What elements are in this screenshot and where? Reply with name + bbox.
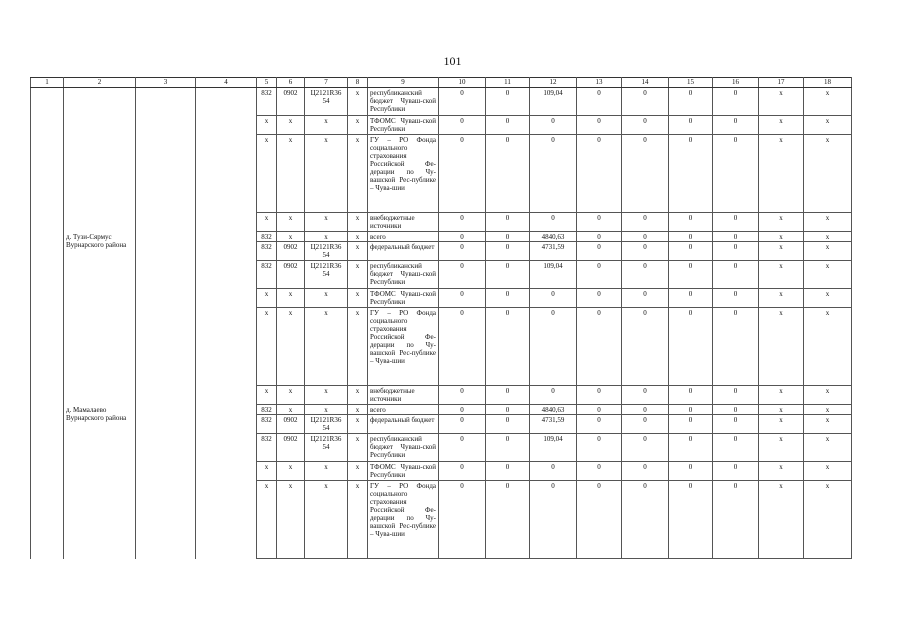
cell-col-11: 0 bbox=[486, 415, 530, 434]
cell-col-12: 0 bbox=[530, 308, 577, 386]
cell-col-13: 0 bbox=[577, 289, 622, 308]
funding-source: ГУ – РО Фонда социального страхования Российской Фе-дерации по Чу-вашской Рес-публике – Чува-шии bbox=[368, 481, 439, 559]
cell-col-17: х bbox=[759, 261, 804, 289]
cell-col-7: х bbox=[305, 232, 348, 242]
cell-col-11: 0 bbox=[486, 405, 530, 415]
cell-col-13: 0 bbox=[577, 135, 622, 213]
cell-col-14: 0 bbox=[622, 232, 669, 242]
cell-col-18: х bbox=[804, 242, 852, 261]
cell-col-17: х bbox=[759, 415, 804, 434]
cell-col-8: х bbox=[348, 462, 368, 481]
cell-col-5: х bbox=[257, 213, 277, 232]
cell-col-11: 0 bbox=[486, 434, 530, 462]
cell-col-10: 0 bbox=[439, 405, 486, 415]
column-number-6: 6 bbox=[277, 78, 305, 88]
funding-source: внебюджетные источники bbox=[368, 386, 439, 405]
cell-col-8: х bbox=[348, 135, 368, 213]
cell-col-12: 4731,59 bbox=[530, 415, 577, 434]
cell-col-14: 0 bbox=[622, 415, 669, 434]
cell-col-7: Ц2121R36 54 bbox=[305, 88, 348, 116]
cell-col-5: 832 bbox=[257, 405, 277, 415]
region-name: д. Тузи-Сярмус Вурнарского района bbox=[64, 232, 136, 405]
cell-col-6: 0902 bbox=[277, 261, 305, 289]
cell-col-18: х bbox=[804, 308, 852, 386]
cell-col-6: х bbox=[277, 462, 305, 481]
cell-col-10: 0 bbox=[439, 88, 486, 116]
funding-source: республиканский бюджет Чуваш-ской Республики bbox=[368, 434, 439, 462]
funding-source: ТФОМС Чуваш-ской Республики bbox=[368, 289, 439, 308]
cell-col-8: х bbox=[348, 232, 368, 242]
cell-col-16: 0 bbox=[713, 242, 759, 261]
funding-source: ТФОМС Чуваш-ской Республики bbox=[368, 116, 439, 135]
cell-col-13: 0 bbox=[577, 462, 622, 481]
column-number-12: 12 bbox=[530, 78, 577, 88]
cell-col-14: 0 bbox=[622, 242, 669, 261]
cell-col-6: 0902 bbox=[277, 434, 305, 462]
cell-col-17: х bbox=[759, 462, 804, 481]
cell-col-5: х bbox=[257, 116, 277, 135]
cell-col-8: х bbox=[348, 415, 368, 434]
cell-col-14: 0 bbox=[622, 462, 669, 481]
cell-col-18: х bbox=[804, 261, 852, 289]
cell-col-16: 0 bbox=[713, 261, 759, 289]
region-name bbox=[64, 88, 136, 232]
cell-col-13: 0 bbox=[577, 386, 622, 405]
cell-col-12: 0 bbox=[530, 481, 577, 559]
cell-col-3 bbox=[136, 88, 196, 232]
cell-col-6: х bbox=[277, 481, 305, 559]
table-row bbox=[31, 405, 852, 415]
cell-col-7: Ц2121R36 54 bbox=[305, 261, 348, 289]
cell-col-6: х bbox=[277, 308, 305, 386]
cell-col-8: х bbox=[348, 289, 368, 308]
cell-col-14: 0 bbox=[622, 308, 669, 386]
cell-col-15: 0 bbox=[669, 135, 713, 213]
cell-col-18: х bbox=[804, 88, 852, 116]
funding-source: республиканский бюджет Чуваш-ской Республики bbox=[368, 261, 439, 289]
cell-col-8: х bbox=[348, 116, 368, 135]
cell-col-6: х bbox=[277, 135, 305, 213]
column-number-18: 18 bbox=[804, 78, 852, 88]
cell-col-8: х bbox=[348, 405, 368, 415]
cell-col-10: 0 bbox=[439, 242, 486, 261]
cell-col-13: 0 bbox=[577, 261, 622, 289]
cell-col-16: 0 bbox=[713, 213, 759, 232]
cell-col-7: х bbox=[305, 386, 348, 405]
cell-col-11: 0 bbox=[486, 462, 530, 481]
cell-col-10: 0 bbox=[439, 386, 486, 405]
cell-col-17: х bbox=[759, 481, 804, 559]
cell-col-11: 0 bbox=[486, 386, 530, 405]
cell-col-5: х bbox=[257, 289, 277, 308]
cell-col-16: 0 bbox=[713, 415, 759, 434]
cell-col-13: 0 bbox=[577, 308, 622, 386]
cell-col-15: 0 bbox=[669, 232, 713, 242]
cell-col-15: 0 bbox=[669, 116, 713, 135]
cell-col-18: х bbox=[804, 415, 852, 434]
cell-col-14: 0 bbox=[622, 135, 669, 213]
cell-col-6: х bbox=[277, 213, 305, 232]
cell-col-17: х bbox=[759, 405, 804, 415]
cell-col-6: 0902 bbox=[277, 242, 305, 261]
cell-col-16: 0 bbox=[713, 434, 759, 462]
funding-source: республиканский бюджет Чуваш-ской Республики bbox=[368, 88, 439, 116]
cell-col-5: 832 bbox=[257, 434, 277, 462]
cell-col-6: 0902 bbox=[277, 88, 305, 116]
cell-col-18: х bbox=[804, 135, 852, 213]
cell-col-17: х bbox=[759, 289, 804, 308]
cell-col-14: 0 bbox=[622, 434, 669, 462]
cell-col-5: 832 bbox=[257, 415, 277, 434]
cell-col-10: 0 bbox=[439, 481, 486, 559]
cell-col-7: Ц2121R36 54 bbox=[305, 242, 348, 261]
cell-col-7: Ц2121R36 54 bbox=[305, 434, 348, 462]
cell-col-13: 0 bbox=[577, 481, 622, 559]
cell-col-15: 0 bbox=[669, 242, 713, 261]
cell-col-4 bbox=[196, 232, 257, 405]
cell-col-5: 832 bbox=[257, 242, 277, 261]
cell-col-16: 0 bbox=[713, 289, 759, 308]
cell-col-12: 4731,59 bbox=[530, 242, 577, 261]
funding-source: ГУ – РО Фонда социального страхования Российской Фе-дерации по Чу-вашской Рес-публике – Чува-шии bbox=[368, 135, 439, 213]
cell-col-16: 0 bbox=[713, 462, 759, 481]
cell-col-10: 0 bbox=[439, 232, 486, 242]
cell-col-7: х bbox=[305, 462, 348, 481]
cell-col-6: 0902 bbox=[277, 415, 305, 434]
cell-col-12: 109,04 bbox=[530, 261, 577, 289]
cell-col-16: 0 bbox=[713, 386, 759, 405]
cell-col-11: 0 bbox=[486, 308, 530, 386]
cell-col-14: 0 bbox=[622, 213, 669, 232]
cell-col-11: 0 bbox=[486, 135, 530, 213]
cell-col-5: 832 bbox=[257, 261, 277, 289]
cell-col-10: 0 bbox=[439, 116, 486, 135]
cell-col-14: 0 bbox=[622, 386, 669, 405]
cell-col-12: 0 bbox=[530, 462, 577, 481]
cell-col-13: 0 bbox=[577, 88, 622, 116]
cell-col-8: х bbox=[348, 261, 368, 289]
cell-col-11: 0 bbox=[486, 88, 530, 116]
cell-col-16: 0 bbox=[713, 308, 759, 386]
cell-col-18: х bbox=[804, 481, 852, 559]
cell-col-17: х bbox=[759, 135, 804, 213]
column-number-8: 8 bbox=[348, 78, 368, 88]
cell-col-17: х bbox=[759, 116, 804, 135]
cell-col-10: 0 bbox=[439, 308, 486, 386]
funding-source: ТФОМС Чуваш-ской Республики bbox=[368, 462, 439, 481]
cell-col-15: 0 bbox=[669, 415, 713, 434]
cell-col-12: 109,04 bbox=[530, 88, 577, 116]
cell-col-6: х bbox=[277, 405, 305, 415]
cell-col-11: 0 bbox=[486, 116, 530, 135]
cell-col-18: х bbox=[804, 462, 852, 481]
cell-col-18: х bbox=[804, 405, 852, 415]
cell-col-11: 0 bbox=[486, 242, 530, 261]
cell-col-5: х bbox=[257, 462, 277, 481]
cell-col-5: х bbox=[257, 386, 277, 405]
cell-col-6: х bbox=[277, 289, 305, 308]
cell-col-7: х bbox=[305, 116, 348, 135]
cell-col-18: х bbox=[804, 289, 852, 308]
cell-col-14: 0 bbox=[622, 481, 669, 559]
cell-col-3 bbox=[136, 405, 196, 559]
cell-col-10: 0 bbox=[439, 261, 486, 289]
cell-col-5: х bbox=[257, 308, 277, 386]
cell-col-8: х bbox=[348, 213, 368, 232]
cell-col-13: 0 bbox=[577, 116, 622, 135]
cell-col-12: 0 bbox=[530, 386, 577, 405]
cell-col-16: 0 bbox=[713, 232, 759, 242]
funding-source: федеральный бюджет bbox=[368, 415, 439, 434]
cell-col-14: 0 bbox=[622, 116, 669, 135]
funding-source: ГУ – РО Фонда социального страхования Российской Фе-дерации по Чу-вашской Рес-публике – Чува-шии bbox=[368, 308, 439, 386]
cell-col-6: х bbox=[277, 116, 305, 135]
cell-col-14: 0 bbox=[622, 405, 669, 415]
cell-col-5: х bbox=[257, 135, 277, 213]
cell-col-7: х bbox=[305, 405, 348, 415]
cell-col-4 bbox=[196, 405, 257, 559]
column-number-9: 9 bbox=[368, 78, 439, 88]
cell-col-13: 0 bbox=[577, 213, 622, 232]
cell-col-5: 832 bbox=[257, 232, 277, 242]
cell-col-6: х bbox=[277, 232, 305, 242]
column-number-1: 1 bbox=[31, 78, 64, 88]
cell-col-15: 0 bbox=[669, 261, 713, 289]
cell-col-17: х bbox=[759, 386, 804, 405]
cell-col-17: х bbox=[759, 308, 804, 386]
region-name: д. Мамалаево Вурнарского района bbox=[64, 405, 136, 559]
cell-col-6: х bbox=[277, 386, 305, 405]
cell-col-15: 0 bbox=[669, 213, 713, 232]
column-number-4: 4 bbox=[196, 78, 257, 88]
cell-col-11: 0 bbox=[486, 213, 530, 232]
cell-col-13: 0 bbox=[577, 415, 622, 434]
cell-col-18: х bbox=[804, 232, 852, 242]
cell-col-8: х bbox=[348, 88, 368, 116]
cell-col-13: 0 bbox=[577, 434, 622, 462]
cell-col-16: 0 bbox=[713, 88, 759, 116]
cell-col-10: 0 bbox=[439, 462, 486, 481]
cell-col-11: 0 bbox=[486, 232, 530, 242]
cell-col-16: 0 bbox=[713, 135, 759, 213]
cell-col-12: 0 bbox=[530, 289, 577, 308]
cell-col-16: 0 bbox=[713, 405, 759, 415]
cell-col-7: Ц2121R36 54 bbox=[305, 415, 348, 434]
page-number: 101 bbox=[443, 54, 462, 68]
cell-col-10: 0 bbox=[439, 434, 486, 462]
cell-col-8: х bbox=[348, 434, 368, 462]
column-number-7: 7 bbox=[305, 78, 348, 88]
cell-col-14: 0 bbox=[622, 88, 669, 116]
column-number-2: 2 bbox=[64, 78, 136, 88]
cell-col-8: х bbox=[348, 386, 368, 405]
funding-source: всего bbox=[368, 232, 439, 242]
cell-col-17: х bbox=[759, 434, 804, 462]
cell-col-17: х bbox=[759, 232, 804, 242]
cell-col-13: 0 bbox=[577, 405, 622, 415]
cell-col-12: 4840,63 bbox=[530, 232, 577, 242]
cell-col-8: х bbox=[348, 242, 368, 261]
cell-col-13: 0 bbox=[577, 232, 622, 242]
cell-col-12: 109,04 bbox=[530, 434, 577, 462]
cell-col-16: 0 bbox=[713, 481, 759, 559]
column-number-3: 3 bbox=[136, 78, 196, 88]
cell-col-1 bbox=[31, 405, 64, 559]
column-number-11: 11 bbox=[486, 78, 530, 88]
budget-table bbox=[30, 77, 852, 559]
cell-col-12: 0 bbox=[530, 135, 577, 213]
column-number-16: 16 bbox=[713, 78, 759, 88]
column-number-17: 17 bbox=[759, 78, 804, 88]
cell-col-18: х bbox=[804, 213, 852, 232]
cell-col-15: 0 bbox=[669, 405, 713, 415]
cell-col-1 bbox=[31, 232, 64, 405]
cell-col-16: 0 bbox=[713, 116, 759, 135]
cell-col-11: 0 bbox=[486, 481, 530, 559]
cell-col-18: х bbox=[804, 386, 852, 405]
cell-col-17: х bbox=[759, 88, 804, 116]
cell-col-4 bbox=[196, 88, 257, 232]
cell-col-3 bbox=[136, 232, 196, 405]
cell-col-8: х bbox=[348, 481, 368, 559]
cell-col-15: 0 bbox=[669, 88, 713, 116]
cell-col-1 bbox=[31, 88, 64, 232]
cell-col-11: 0 bbox=[486, 261, 530, 289]
cell-col-17: х bbox=[759, 213, 804, 232]
funding-source: всего bbox=[368, 405, 439, 415]
cell-col-18: х bbox=[804, 434, 852, 462]
table-row bbox=[31, 88, 852, 116]
table-row bbox=[31, 232, 852, 242]
cell-col-15: 0 bbox=[669, 308, 713, 386]
cell-col-10: 0 bbox=[439, 289, 486, 308]
funding-source: внебюджетные источники bbox=[368, 213, 439, 232]
cell-col-7: х bbox=[305, 213, 348, 232]
cell-col-13: 0 bbox=[577, 242, 622, 261]
cell-col-12: 0 bbox=[530, 116, 577, 135]
cell-col-18: х bbox=[804, 116, 852, 135]
cell-col-10: 0 bbox=[439, 135, 486, 213]
cell-col-15: 0 bbox=[669, 481, 713, 559]
cell-col-17: х bbox=[759, 242, 804, 261]
cell-col-14: 0 bbox=[622, 261, 669, 289]
cell-col-15: 0 bbox=[669, 386, 713, 405]
cell-col-12: 0 bbox=[530, 213, 577, 232]
column-number-10: 10 bbox=[439, 78, 486, 88]
cell-col-7: х bbox=[305, 308, 348, 386]
column-number-15: 15 bbox=[669, 78, 713, 88]
cell-col-15: 0 bbox=[669, 289, 713, 308]
cell-col-10: 0 bbox=[439, 213, 486, 232]
cell-col-12: 4840,63 bbox=[530, 405, 577, 415]
cell-col-10: 0 bbox=[439, 415, 486, 434]
column-number-row bbox=[31, 78, 852, 88]
cell-col-14: 0 bbox=[622, 289, 669, 308]
cell-col-7: х bbox=[305, 289, 348, 308]
column-number-5: 5 bbox=[257, 78, 277, 88]
cell-col-7: х bbox=[305, 481, 348, 559]
cell-col-15: 0 bbox=[669, 434, 713, 462]
column-number-14: 14 bbox=[622, 78, 669, 88]
cell-col-7: х bbox=[305, 135, 348, 213]
cell-col-8: х bbox=[348, 308, 368, 386]
funding-source: федеральный бюджет bbox=[368, 242, 439, 261]
cell-col-15: 0 bbox=[669, 462, 713, 481]
cell-col-11: 0 bbox=[486, 289, 530, 308]
cell-col-5: 832 bbox=[257, 88, 277, 116]
column-number-13: 13 bbox=[577, 78, 622, 88]
cell-col-5: х bbox=[257, 481, 277, 559]
